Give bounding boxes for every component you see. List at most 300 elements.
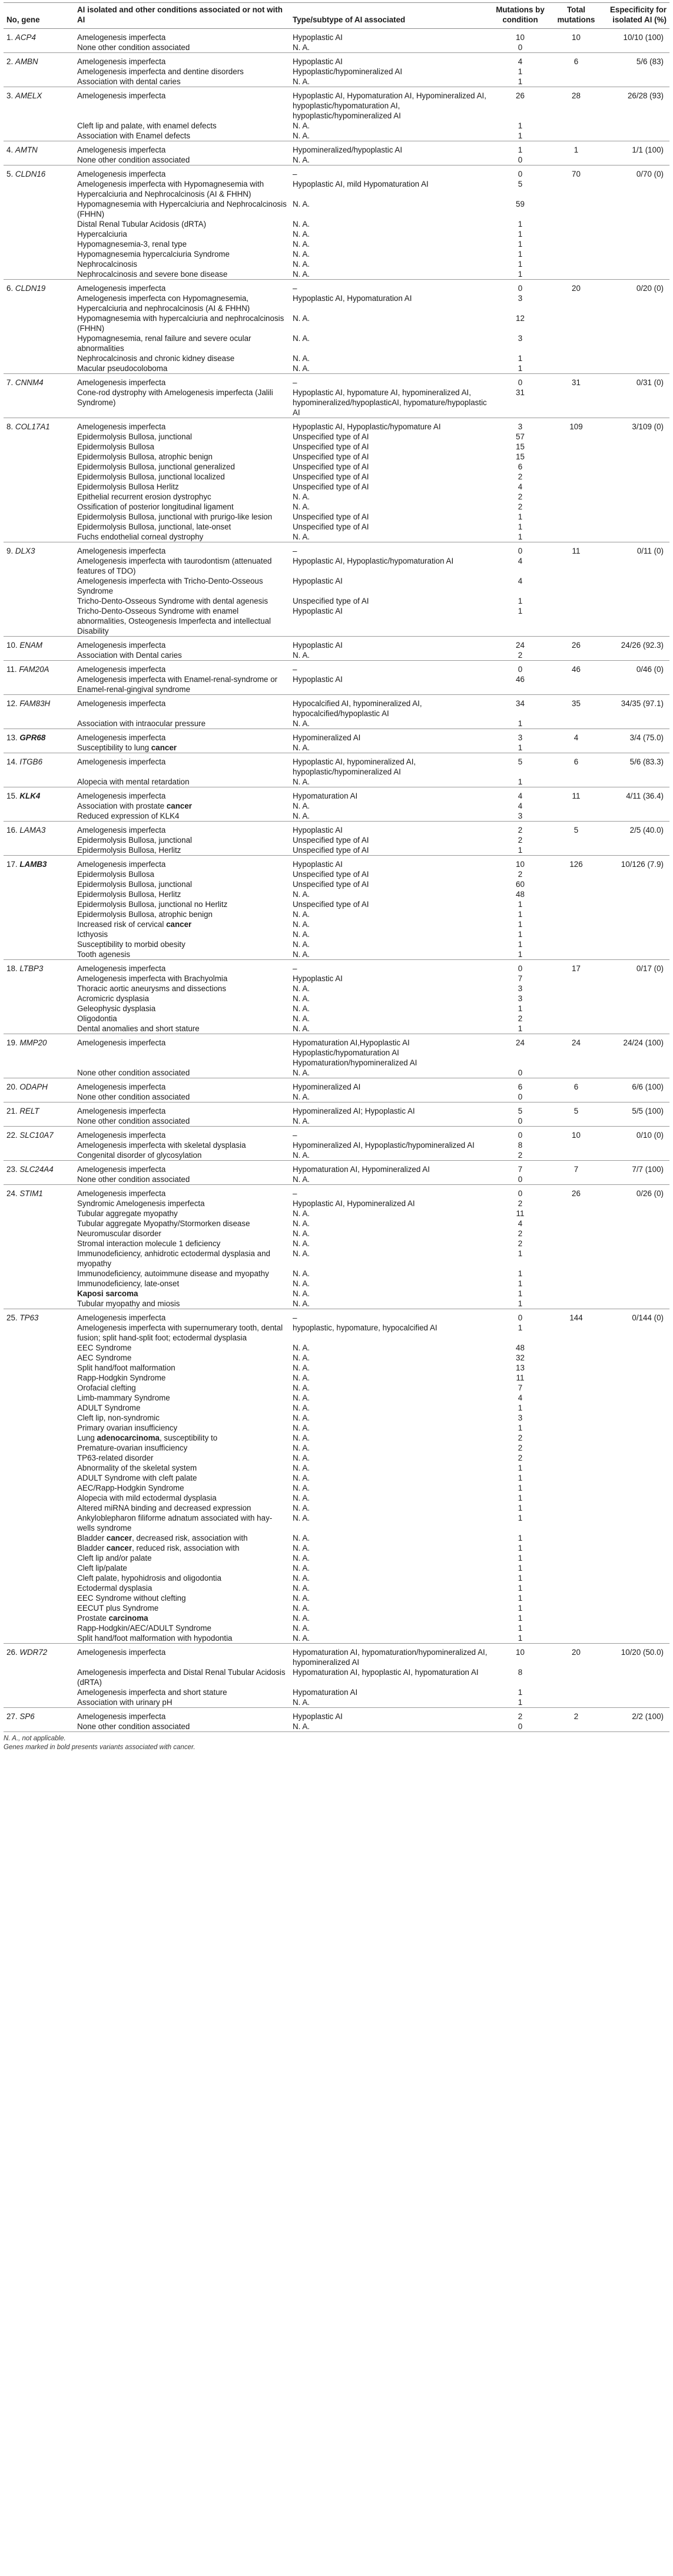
gene-cell	[4, 155, 74, 165]
mutations-cell: 4	[518, 801, 523, 810]
table-row	[4, 929, 669, 939]
gene-cell	[4, 279, 74, 293]
gene-name: TP63	[19, 1313, 39, 1322]
mutations-cell: 1	[518, 522, 523, 531]
condition-cell: Epidermolysis Bullosa	[77, 442, 154, 451]
mutations-cell: 8	[518, 1667, 523, 1677]
mutations-cell: 2	[492, 1707, 549, 1721]
total-cell	[549, 606, 604, 637]
type-cell: Hypoplastic AI	[290, 52, 492, 67]
condition-cell	[74, 1433, 290, 1443]
type-cell: Hypomaturation AI	[293, 1687, 358, 1697]
type-cell: N. A.	[293, 1150, 310, 1160]
gene-cell	[4, 1078, 74, 1092]
total-cell	[549, 719, 604, 729]
gene-name: CLDN16	[15, 169, 46, 178]
especificity-cell	[604, 1092, 669, 1102]
condition-text: Lung	[77, 1433, 97, 1442]
mutations-cell: 0	[492, 373, 549, 388]
condition-text: Susceptibility to lung	[77, 743, 151, 752]
especificity-cell	[604, 1413, 669, 1423]
gene-cell	[4, 974, 74, 984]
type-cell: N. A.	[290, 1721, 492, 1732]
condition-cell: Amelogenesis imperfecta	[74, 1078, 290, 1092]
type-cell: –	[290, 1184, 492, 1198]
table-row	[4, 67, 669, 77]
especificity-cell	[604, 1687, 669, 1697]
condition-cell	[74, 743, 290, 753]
mutations-cell: 11	[516, 1373, 525, 1382]
type-cell: N. A.	[293, 1613, 310, 1623]
condition-cell: Tooth agenesis	[77, 949, 131, 959]
gene-cell	[4, 199, 74, 219]
especificity-cell: 3/109 (0)	[604, 418, 669, 432]
table-row	[4, 636, 669, 650]
mutations-cell: 1	[518, 532, 523, 541]
gene-cell	[4, 363, 74, 374]
condition-cell	[74, 919, 290, 929]
total-cell	[549, 442, 604, 452]
gene-cell	[4, 1583, 74, 1593]
gene-name: CLDN19	[15, 283, 46, 293]
gene-cell	[4, 1393, 74, 1403]
condition-cell: None other condition associated	[77, 1068, 190, 1077]
especificity-cell	[604, 899, 669, 909]
especificity-cell	[604, 1279, 669, 1289]
condition-cell: None other condition associated	[77, 1174, 190, 1184]
table-row	[4, 1323, 669, 1343]
mutations-cell: 2	[518, 1433, 523, 1442]
condition-cell: Primary ovarian insufficiency	[77, 1423, 178, 1432]
gene-cell	[4, 1563, 74, 1573]
total-cell	[549, 219, 604, 229]
mutations-cell: 1	[518, 1463, 523, 1472]
gene-cell	[4, 1092, 74, 1102]
total-cell	[549, 42, 604, 53]
type-cell: N. A.	[293, 1493, 310, 1502]
total-cell	[549, 1140, 604, 1150]
type-cell: N. A.	[293, 269, 310, 279]
condition-cell: Amelogenesis imperfecta	[74, 1126, 290, 1140]
table-row	[4, 1092, 669, 1102]
especificity-cell	[604, 1553, 669, 1563]
gene-cell	[4, 1593, 74, 1603]
table-row	[4, 165, 669, 179]
gene-cell	[4, 660, 74, 674]
cancer-term: cancer	[106, 1533, 132, 1542]
cancer-term: cancer	[166, 919, 192, 929]
especificity-cell: 24/26 (92.3)	[604, 636, 669, 650]
condition-cell: Tubular aggregate Myopathy/Stormorken disease	[77, 1219, 250, 1228]
gene-cell	[4, 994, 74, 1004]
total-cell	[549, 939, 604, 949]
mutations-cell: 0	[492, 1721, 549, 1732]
total-cell	[549, 1483, 604, 1493]
especificity-cell	[604, 249, 669, 259]
condition-cell: Amelogenesis imperfecta	[74, 542, 290, 556]
condition-cell: Epidermolysis Bullosa, atrophic benign	[77, 452, 213, 461]
type-cell: N. A.	[293, 984, 310, 993]
total-cell	[549, 502, 604, 512]
type-cell: N. A.	[293, 1393, 310, 1402]
type-cell: N. A.	[293, 1623, 310, 1633]
table-row	[4, 984, 669, 994]
mutations-cell: 2	[518, 1239, 523, 1248]
type-cell: Hypoplastic/hypomineralized AI	[293, 67, 403, 76]
mutations-cell: 10	[492, 1643, 549, 1667]
type-cell: N. A.	[293, 1697, 310, 1707]
total-cell: 31	[549, 373, 604, 388]
table-row	[4, 1633, 669, 1644]
total-cell	[549, 1433, 604, 1443]
type-cell: Hypoplastic AI, Hypoplastic/hypomature AI	[290, 418, 492, 432]
table-row	[4, 1493, 669, 1503]
gene-cell	[4, 1383, 74, 1393]
total-cell	[549, 353, 604, 363]
total-cell	[549, 674, 604, 695]
mutations-cell: 1	[518, 1423, 523, 1432]
type-cell: Hypoplastic AI	[290, 821, 492, 835]
total-cell: 7	[549, 1160, 604, 1174]
table-row	[4, 1563, 669, 1573]
especificity-cell: 0/26 (0)	[604, 1184, 669, 1198]
mutations-cell: 0	[518, 1092, 523, 1101]
especificity-cell	[604, 353, 669, 363]
mutations-cell: 1	[518, 1024, 523, 1033]
type-cell: Hypoplastic AI, Hypomaturation AI, Hypomineralized AI, hypoplastic/hypomaturation AI, hypoplastic/hypomineralized AI	[290, 87, 492, 121]
table-row	[4, 52, 669, 67]
gene-cell	[4, 694, 74, 719]
gene-cell	[4, 492, 74, 502]
cancer-term: adenocarcinoma	[97, 1433, 160, 1442]
type-cell: N. A.	[293, 1463, 310, 1472]
type-cell: N. A.	[293, 1433, 310, 1442]
table-row	[4, 199, 669, 219]
especificity-cell	[604, 179, 669, 199]
table-row	[4, 1573, 669, 1583]
mutations-cell: 1	[518, 949, 523, 959]
mutations-cell: 1	[518, 1289, 523, 1298]
type-cell: N. A.	[293, 1553, 310, 1562]
condition-cell: Amelogenesis imperfecta	[74, 636, 290, 650]
especificity-cell: 34/35 (97.1)	[604, 694, 669, 719]
table-row	[4, 1068, 669, 1078]
gene-cell	[4, 388, 74, 418]
total-cell	[549, 67, 604, 77]
gene-cell	[4, 939, 74, 949]
especificity-cell	[604, 1623, 669, 1633]
gene-cell	[4, 1150, 74, 1161]
especificity-cell	[604, 1363, 669, 1373]
gene-cell	[4, 1269, 74, 1279]
table-row	[4, 1102, 669, 1116]
type-cell: Hypoplastic AI	[290, 28, 492, 42]
table-row	[4, 1623, 669, 1633]
mutations-cell: 13	[516, 1363, 525, 1372]
especificity-cell: 6/6 (100)	[604, 1078, 669, 1092]
especificity-cell	[604, 293, 669, 313]
total-cell: 70	[549, 165, 604, 179]
mutations-cell: 0	[492, 1126, 549, 1140]
gene-cell	[4, 855, 74, 869]
type-cell: N. A.	[293, 77, 310, 86]
total-cell: 28	[549, 87, 604, 121]
table-row	[4, 1078, 669, 1092]
mutations-cell: 3	[518, 984, 523, 993]
especificity-cell	[604, 313, 669, 333]
especificity-cell	[604, 1563, 669, 1573]
table-row	[4, 1473, 669, 1483]
type-cell: N. A.	[293, 949, 310, 959]
gene-name: ENAM	[19, 640, 43, 650]
gene-name: COL17A1	[15, 422, 50, 431]
table-row	[4, 492, 669, 502]
total-cell: 20	[549, 1643, 604, 1667]
mutations-cell: 1	[518, 121, 523, 130]
table-row	[4, 1413, 669, 1423]
gene-number: 7.	[6, 378, 14, 387]
table-row	[4, 1219, 669, 1229]
type-cell: Unspecified type of AI	[293, 472, 369, 481]
type-cell: N. A.	[293, 1543, 310, 1552]
total-cell	[549, 1373, 604, 1383]
mutations-cell: 0	[492, 165, 549, 179]
gene-cell	[4, 219, 74, 229]
table-row	[4, 1603, 669, 1613]
especificity-cell: 0/17 (0)	[604, 959, 669, 974]
total-cell	[549, 1473, 604, 1483]
table-row	[4, 87, 669, 121]
total-cell	[549, 1593, 604, 1603]
mutations-cell: 1	[518, 1533, 523, 1542]
gene-cell	[4, 502, 74, 512]
type-cell: Hypocalcified AI, hypomineralized AI, hypocalcified/hypoplastic AI	[290, 694, 492, 719]
mutations-cell: 1	[518, 596, 523, 605]
condition-cell: Amelogenesis imperfecta	[74, 959, 290, 974]
type-cell: Unspecified type of AI	[293, 845, 369, 855]
especificity-cell: 2/2 (100)	[604, 1707, 669, 1721]
condition-cell: Amelogenesis imperfecta	[74, 1184, 290, 1198]
gene-cell	[4, 1309, 74, 1323]
table-row	[4, 1269, 669, 1279]
especificity-cell	[604, 1229, 669, 1239]
mutations-cell: 1	[518, 1613, 523, 1623]
total-cell	[549, 743, 604, 753]
total-cell	[549, 512, 604, 522]
gene-name: KLK4	[19, 791, 41, 800]
mutations-cell: 6	[492, 1078, 549, 1092]
table-row	[4, 532, 669, 542]
total-cell	[549, 1299, 604, 1309]
table-row	[4, 293, 669, 313]
mutations-cell: 1	[518, 1269, 523, 1278]
condition-cell: Oligodontia	[77, 1014, 117, 1023]
especificity-cell: 0/70 (0)	[604, 165, 669, 179]
condition-cell: Amelogenesis imperfecta with Hypomagnesemia with Hypercalciuria and Nephrocalcinosis (AI & FHHN)	[77, 179, 264, 198]
type-cell: N. A.	[293, 719, 310, 728]
condition-cell: Amelogenesis imperfecta	[74, 52, 290, 67]
condition-cell: Amelogenesis imperfecta and dentine disorders	[77, 67, 244, 76]
especificity-cell	[604, 492, 669, 502]
gene-cell	[4, 1443, 74, 1453]
table-body	[4, 28, 669, 1731]
especificity-cell: 3/4 (75.0)	[604, 729, 669, 743]
mutations-cell: 1	[518, 845, 523, 855]
condition-cell: Neuromuscular disorder	[77, 1229, 161, 1238]
especificity-cell	[604, 1721, 669, 1732]
type-cell: N. A.	[293, 1239, 310, 1248]
type-cell: N. A.	[293, 1473, 310, 1482]
type-cell: Hypoplastic AI	[290, 636, 492, 650]
especificity-cell	[604, 67, 669, 77]
gene-number: 5.	[6, 169, 14, 178]
condition-cell: Epidermolysis Bullosa, junctional no Herlitz	[77, 899, 228, 909]
gene-cell	[4, 949, 74, 960]
table-row	[4, 1423, 669, 1433]
gene-cell	[4, 67, 74, 77]
condition-cell: Association with Dental caries	[77, 650, 182, 660]
condition-cell: Amelogenesis imperfecta	[74, 165, 290, 179]
gene-cell	[4, 542, 74, 556]
especificity-cell	[604, 1533, 669, 1543]
total-cell	[549, 899, 604, 909]
table-row	[4, 1483, 669, 1493]
condition-cell: Hypercalciuria	[77, 229, 127, 239]
type-cell: Unspecified type of AI	[293, 512, 369, 521]
table-row	[4, 373, 669, 388]
gene-number: 1.	[6, 32, 14, 42]
gene-cell	[4, 131, 74, 141]
table-row	[4, 1687, 669, 1697]
gene-number: 12.	[6, 698, 18, 708]
condition-cell: AEC Syndrome	[77, 1353, 132, 1362]
type-cell: N. A.	[293, 1573, 310, 1582]
footnote-bold: Genes marked in bold presents variants associated with cancer.	[4, 1743, 195, 1751]
type-cell: Unspecified type of AI	[293, 835, 369, 845]
type-cell: N. A.	[293, 1403, 310, 1412]
table-row	[4, 1174, 669, 1185]
condition-text: Increased risk of cervical	[77, 919, 167, 929]
especificity-cell	[604, 1503, 669, 1513]
total-cell	[549, 1563, 604, 1573]
gene-number: 13.	[6, 733, 18, 742]
total-cell	[549, 522, 604, 532]
especificity-cell	[604, 1697, 669, 1708]
mutations-cell: 7	[518, 974, 523, 983]
total-cell	[549, 869, 604, 879]
gene-cell	[4, 606, 74, 637]
table-row	[4, 77, 669, 87]
total-cell	[549, 532, 604, 542]
condition-cell: Amelogenesis imperfecta	[74, 787, 290, 801]
table-row	[4, 1593, 669, 1603]
table-row	[4, 1249, 669, 1269]
condition-cell: Premature-ovarian insufficiency	[77, 1443, 188, 1452]
gene-name: AMELX	[15, 91, 42, 100]
especificity-cell	[604, 333, 669, 353]
table-row	[4, 333, 669, 353]
table-row	[4, 249, 669, 259]
gene-cell	[4, 929, 74, 939]
table-row	[4, 994, 669, 1004]
table-row	[4, 719, 669, 729]
total-cell	[549, 919, 604, 929]
gene-cell	[4, 353, 74, 363]
cancer-term: cancer	[106, 1543, 132, 1552]
condition-cell: Amelogenesis imperfecta	[74, 279, 290, 293]
gene-cell	[4, 77, 74, 87]
gene-cell	[4, 1279, 74, 1289]
mutations-cell: 2	[492, 821, 549, 835]
total-cell	[549, 889, 604, 899]
condition-cell: Reduced expression of KLK4	[77, 811, 180, 820]
header-type: Type/subtype of AI associated	[290, 3, 492, 29]
table-row	[4, 1239, 669, 1249]
total-cell	[549, 801, 604, 811]
especificity-cell	[604, 239, 669, 249]
gene-cell	[4, 1102, 74, 1116]
condition-cell: Ossification of posterior longitudinal ligament	[77, 502, 234, 511]
mutations-cell: 0	[492, 1184, 549, 1198]
condition-text: Bladder	[77, 1543, 107, 1552]
table-row	[4, 1643, 669, 1667]
type-cell: hypoplastic, hypomature, hypocalcified AI	[293, 1323, 437, 1332]
condition-cell: Epidermolysis Bullosa, Herlitz	[77, 889, 181, 899]
total-cell	[549, 313, 604, 333]
especificity-cell: 5/6 (83)	[604, 52, 669, 67]
mutations-cell: 1	[518, 259, 523, 269]
condition-cell: Amelogenesis imperfecta	[74, 1034, 290, 1068]
mutations-cell: 3	[518, 293, 523, 303]
type-cell: N. A.	[293, 532, 310, 541]
mutations-cell: 1	[518, 131, 523, 140]
total-cell	[549, 259, 604, 269]
table-row	[4, 606, 669, 637]
condition-cell: Acromicric dysplasia	[77, 994, 150, 1003]
total-cell: 5	[549, 821, 604, 835]
condition-cell: Tubular myopathy and miosis	[77, 1299, 180, 1308]
total-cell	[549, 777, 604, 787]
mutations-cell: 2	[518, 1443, 523, 1452]
table-row	[4, 835, 669, 845]
condition-cell: Thoracic aortic aneurysms and dissections	[77, 984, 227, 993]
total-cell	[549, 1463, 604, 1473]
table-row	[4, 1463, 669, 1473]
total-cell	[549, 556, 604, 576]
condition-cell: Amelogenesis imperfecta with Brachyolmia	[77, 974, 228, 983]
gene-name: RELT	[19, 1106, 39, 1115]
type-cell: Unspecified type of AI	[293, 432, 369, 441]
especificity-cell	[604, 1198, 669, 1208]
condition-cell: Ankyloblepharon filiforme adnatum associated with hay-wells syndrome	[77, 1513, 273, 1532]
type-cell: Hypomineralized AI, Hypoplastic/hypomineralized AI	[293, 1140, 475, 1150]
type-cell: Unspecified type of AI	[293, 869, 369, 879]
gene-cell	[4, 576, 74, 596]
condition-cell: Amelogenesis imperfecta and short stature	[77, 1687, 227, 1697]
type-cell: N. A.	[293, 1219, 310, 1228]
gene-cell	[4, 1533, 74, 1543]
especificity-cell	[604, 77, 669, 87]
total-cell	[549, 249, 604, 259]
condition-cell: Amelogenesis imperfecta with Enamel-renal-syndrome or Enamel-renal-gingival syndrome	[77, 674, 278, 694]
total-cell	[549, 1393, 604, 1403]
especificity-cell	[604, 777, 669, 787]
condition-cell: Epidermolysis Bullosa, Herlitz	[77, 845, 181, 855]
table-row	[4, 596, 669, 606]
total-cell	[549, 131, 604, 141]
cancer-term: carcinoma	[108, 1613, 148, 1623]
especificity-cell	[604, 1483, 669, 1493]
